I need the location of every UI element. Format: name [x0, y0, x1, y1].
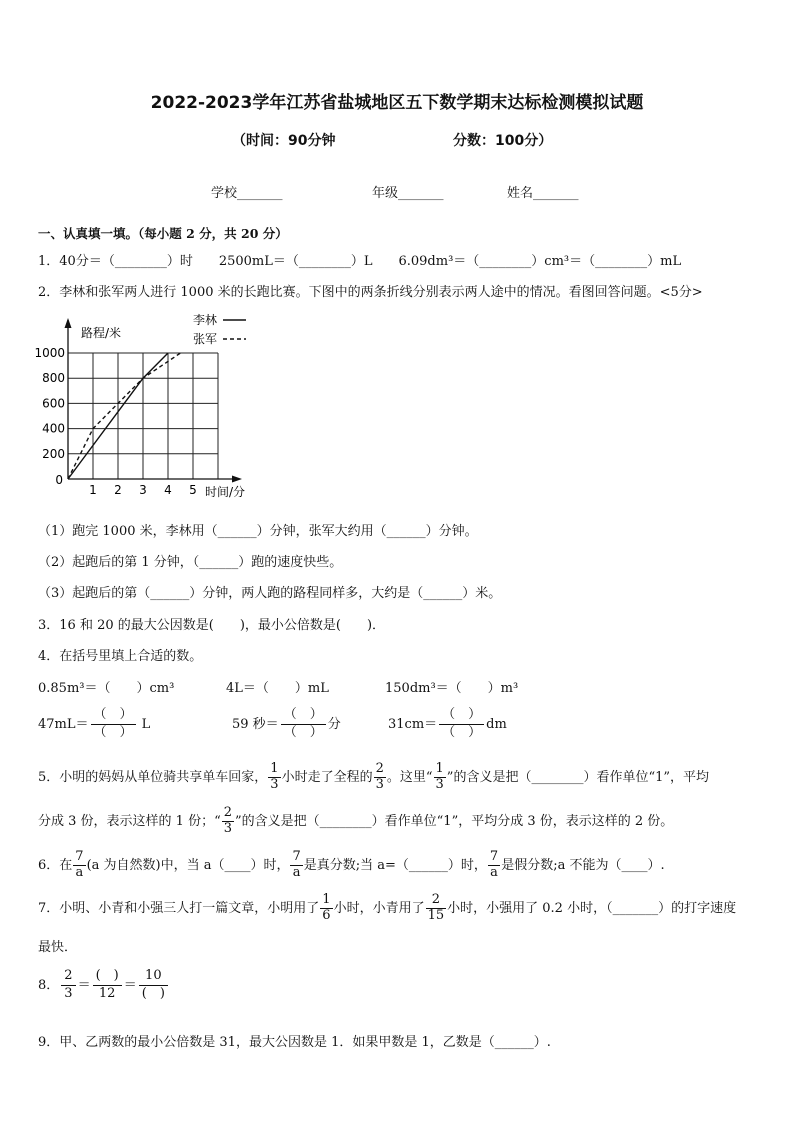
grade-field[interactable]: 年级_______	[372, 186, 444, 201]
fraction-seven-over-a: $\frac{7}{a}$	[489, 849, 499, 880]
fraction-two-fifteenths: $\frac{2}{15}$	[427, 892, 445, 923]
q4-item-4-prefix: 47mL＝	[38, 716, 89, 732]
fraction-one-third: $\frac{1}{3}$	[435, 761, 444, 792]
blank-fraction: （ ） （ ）	[91, 707, 136, 742]
question-5-line-1: 5．小明的妈妈从单位骑共享单车回家， $\frac{1}{3}$ 小时走了全程的 $\frac{2}{3}$ 。这里“ $\frac{1}{3}$ ”的含义是把（________）看作单位“1”，平均	[38, 761, 710, 792]
series-line-zhangjun	[68, 353, 181, 479]
section-heading: 一、认真填一填。（每小题 2 分，共 20 分）	[38, 226, 288, 241]
blank-fraction: （ ） （ ）	[281, 707, 326, 742]
question-3: 3．16 和 20 的最大公因数是( )，最小公倍数是( )．	[38, 618, 386, 633]
q4-item-6-prefix: 31cm＝	[388, 716, 438, 732]
school-field[interactable]: 学校_______	[211, 186, 283, 201]
blank-fraction: （ ） （ ）	[439, 707, 484, 742]
q4-item-3: 150dm³＝（ ）m³	[385, 681, 519, 696]
question-1: 1．40分＝（________）时 2500mL＝（________）L 6.09dm³＝（________）cm³＝（________）mL	[38, 254, 682, 269]
x-tick-label: 4	[164, 483, 172, 497]
exam-score: 分数：100分）	[453, 133, 553, 149]
chart-legend	[193, 312, 246, 346]
q4-item-4-unit: L	[141, 716, 151, 732]
fraction-one-sixth: $\frac{1}{6}$	[322, 892, 331, 923]
question-6: 6．在 $\frac{7}{a}$ (a 为自然数)中，当 a（____）时， $\frac{7}{a}$ 是真分数;当 a=（______）时， $\frac{7}{a}$ 是假分数;a 不能为（____）.	[38, 849, 665, 880]
y-tick-label: 200	[42, 446, 65, 461]
fraction-one-third: $\frac{1}{3}$	[270, 761, 279, 792]
question-2: 2．李林和张军两人进行 1000 米的长跑比赛。下图中的两条折线分别表示两人途中的情况。看图回答问题。<5分>	[38, 285, 703, 300]
q4-item-5	[232, 707, 341, 742]
q4-item-4	[38, 707, 150, 742]
x-tick-label: 2	[114, 483, 122, 497]
question-2-part-2: （2）起跑后的第 1 分钟，（______）跑的速度快些。	[38, 555, 343, 570]
legend-label: 李林	[193, 313, 218, 327]
chart-grid	[68, 353, 218, 479]
distance-time-chart	[30, 308, 300, 508]
q4-item-2: 4L＝（ ）mL	[226, 681, 329, 696]
question-4: 4．在括号里填上合适的数。	[38, 649, 203, 664]
origin-label: 0	[55, 473, 63, 487]
question-5-line-2: 分成 3 份，表示这样的 1 份；“ $\frac{2}{3}$ ”的含义是把（________）看作单位“1”，平均分成 3 份，表示这样的 2 份。	[38, 805, 674, 836]
y-tick-label: 600	[42, 396, 65, 411]
y-tick-label: 800	[42, 371, 65, 386]
exam-time: （时间：90分钟	[232, 133, 336, 149]
fraction-blank-over-12: ( ) 12	[93, 968, 122, 1003]
q4-item-5-prefix: 59 秒＝	[232, 716, 279, 732]
y-axis-label: 路程/米	[81, 326, 122, 340]
y-tick-label: 1000	[34, 346, 65, 360]
question-2-part-3: （3）起跑后的第（______）分钟，两人跑的路程同样多，大约是（______）米。	[38, 586, 502, 601]
fraction-two-thirds: $\frac{2}{3}$	[61, 968, 75, 1003]
x-tick-label: 1	[89, 483, 97, 497]
q4-item-6	[388, 707, 507, 742]
fraction-two-thirds: $\frac{2}{3}$	[223, 805, 232, 836]
question-2-part-1: （1）跑完 1000 米，李林用（______）分钟，张军大约用（______）分钟。	[38, 524, 478, 539]
chart-series	[68, 353, 181, 479]
question-7-line-1: 7．小明、小青和小强三人打一篇文章，小明用了 $\frac{1}{6}$ 小时，小青用了 $\frac{2}{15}$ 小时，小强用了 0.2 小时，（_______）的打字速度	[38, 892, 737, 923]
question-9: 9．甲、乙两数的最小公倍数是 31，最大公因数是 1．如果甲数是 1，乙数是（______）.	[38, 1035, 551, 1050]
fraction-seven-over-a: $\frac{7}{a}$	[75, 849, 84, 880]
page-title: 2022-2023学年江苏省盐城地区五下数学期末达标检测模拟试题	[150, 93, 644, 113]
fraction-10-over-blank: 10 ( )	[139, 968, 168, 1003]
fraction-seven-over-a: $\frac{7}{a}$	[292, 849, 301, 880]
name-field[interactable]: 姓名_______	[507, 186, 579, 201]
question-7-line-2: 最快．	[38, 940, 78, 955]
x-axis-arrow	[232, 476, 242, 483]
x-tick-label: 3	[139, 483, 147, 497]
question-8: 8． $\frac{2}{3}$ ＝ ( ) 12 ＝ 10 ( )	[38, 968, 170, 1003]
y-axis-arrow	[65, 318, 72, 328]
y-tick-label: 400	[42, 421, 65, 436]
fraction-two-thirds: $\frac{2}{3}$	[375, 761, 384, 792]
q4-item-6-unit: dm	[486, 716, 507, 732]
legend-label: 张军	[193, 332, 218, 346]
q4-item-1: 0.85m³＝（ ）cm³	[38, 681, 175, 696]
x-axis-label: 时间/分	[205, 485, 246, 499]
chart-labels	[34, 325, 245, 499]
q4-item-5-unit: 分	[327, 716, 341, 732]
x-tick-label: 5	[189, 483, 197, 497]
